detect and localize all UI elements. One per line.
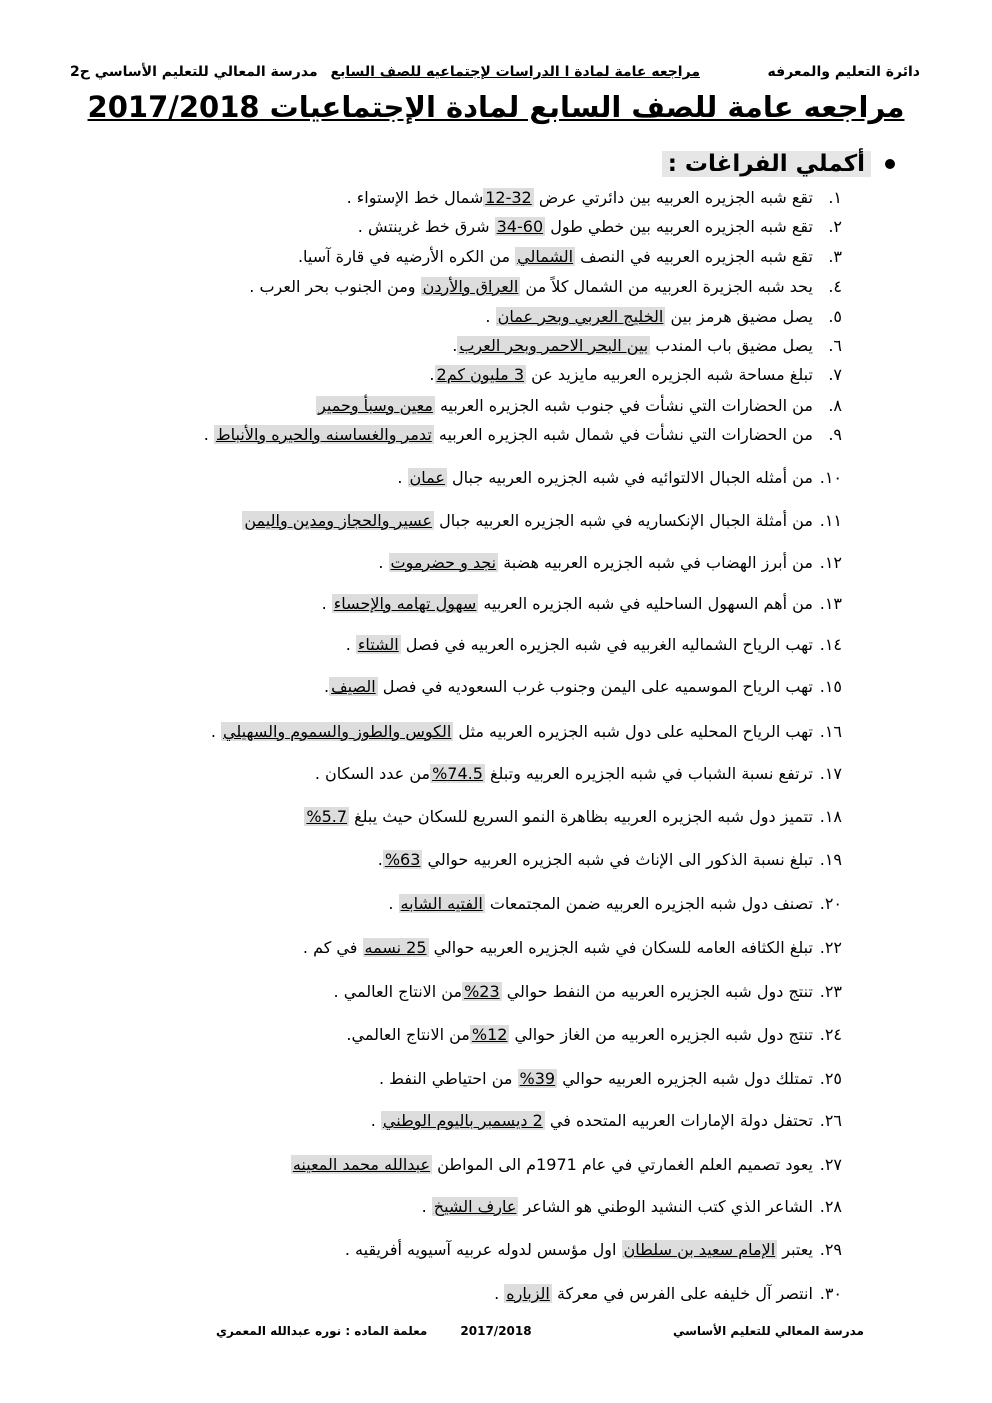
question-text: من أمثلة الجبال الإنكساريه في شبه الجزيره العربيه جبال <box>434 511 813 530</box>
question-item <box>429 362 842 388</box>
question-number: ٣. <box>828 247 842 266</box>
question-number: ١. <box>828 188 842 207</box>
question-text-end: من عدد السكان . <box>314 764 431 783</box>
answer-fill: الصيف <box>331 677 376 696</box>
question-item <box>379 1066 842 1092</box>
question-number: ٢٥. <box>819 1069 842 1088</box>
answer-fill: 74.5% <box>432 764 483 783</box>
question-item <box>397 465 842 491</box>
question-text: انتصر آل خليفه على الفرس في معركة <box>551 1284 813 1303</box>
answer-fill: 23% <box>464 982 500 1001</box>
answer-fill: الزباره <box>506 1284 550 1303</box>
question-text: يصل مضيق هرمز بين <box>665 307 813 326</box>
main-title: مراجعه عامة للصف السابع لمادة الإجتماعيات 2017/2018 <box>87 90 905 124</box>
question-text-end: . <box>485 307 496 326</box>
question-text: يعود تصميم العلم الغمارتي في عام 1971م الى المواطن <box>432 1155 813 1174</box>
question-number: ٨. <box>828 396 842 415</box>
question-text: تبلغ نسبة الذكور الى الإناث في شبه الجزيره العربيه حوالي <box>422 850 813 869</box>
question-text-end: . <box>323 677 330 696</box>
answer-fill: 32-12 <box>485 188 532 207</box>
answer-fill: 5.7% <box>306 807 348 826</box>
question-number: ١٤. <box>819 635 842 654</box>
question-number: ٢٢. <box>819 938 842 957</box>
answer-fill: تدمر والغساسنه والحيره والأنباط <box>215 425 432 444</box>
question-text-end: من احتياطي النفط . <box>379 1069 518 1088</box>
question-text-end: من الكره الأرضيه في قارة آسيا. <box>297 247 516 266</box>
question-text-end: . <box>203 425 214 444</box>
question-item <box>346 632 842 658</box>
footer-teacher: معلمة الماده : نوره عبدالله المعمري <box>216 1324 428 1338</box>
question-text: تتميز دول شبه الجزيره العربيه بظاهرة النمو السريع للسكان حيث يبلغ <box>349 807 813 826</box>
question-number: ٢٩. <box>819 1240 842 1259</box>
answer-fill: 3 مليون كم2 <box>436 365 525 384</box>
question-text-end: اول مؤسس لدوله عربيه آسيويه أفريقيه . <box>344 1240 622 1259</box>
answer-fill: نجد و حضرموت <box>390 553 497 572</box>
question-text: يصل مضيق باب المندب <box>650 336 813 355</box>
question-item <box>378 550 842 576</box>
question-text-end: . <box>345 635 356 654</box>
question-item <box>485 304 842 330</box>
question-text: تقع شبه الجزيره العربيه بين خطي طول <box>545 217 813 236</box>
question-text: تبلغ مساحة شبه الجزيره العربيه مايزيد عن <box>526 365 813 384</box>
question-item <box>211 719 842 745</box>
answer-fill: العراق والأردن <box>422 277 519 296</box>
question-text: من أبرز الهضاب في شبه الجزيره العربيه هضبة <box>498 553 813 572</box>
answer-fill: الشمالي <box>517 247 574 266</box>
answer-fill: عبدالله محمد المعينه <box>292 1155 431 1174</box>
answer-fill: 2 ديسمبر باليوم الوطني <box>382 1111 543 1130</box>
question-item <box>324 674 842 700</box>
question-text: يحد شبه الجزيرة العربيه من الشمال كلاً من <box>520 277 813 296</box>
answer-fill: الخليج العربي وبحر عمان <box>497 307 664 326</box>
question-number: ١٦. <box>819 722 842 741</box>
question-item <box>315 761 842 787</box>
answer-fill: 63% <box>384 850 421 869</box>
question-number: ١٥. <box>819 677 842 696</box>
question-item <box>494 1281 842 1307</box>
question-number: ٢٤. <box>819 1025 842 1044</box>
question-item <box>304 804 842 830</box>
question-text-end: في كم . <box>302 938 363 957</box>
answer-fill: سهول تهامه والإحساء <box>333 594 477 613</box>
question-item <box>316 393 842 419</box>
question-number: ٥. <box>828 307 842 326</box>
section-title: أكملي الفراغات : <box>662 151 871 177</box>
question-text: تنتج دول شبه الجزيره العربيه من النفط حوالي <box>501 982 813 1001</box>
question-text: من أمثله الجبال الالتوائيه في شبه الجزيره العربيه جبال <box>446 468 813 487</box>
question-item <box>322 591 842 617</box>
question-text-end: من الانتاج العالمي. <box>346 1025 470 1044</box>
question-text: تمتلك دول شبه الجزيره العربيه حوالي <box>557 1069 813 1088</box>
question-text-end: . <box>388 894 399 913</box>
question-item <box>303 935 842 961</box>
question-number: ٤. <box>828 277 842 296</box>
question-item <box>347 185 842 211</box>
answer-fill: 60-34 <box>496 217 544 236</box>
question-number: ١٨. <box>819 807 842 826</box>
question-text: تقع شبه الجزيره العربيه بين دائرتي عرض <box>533 188 813 207</box>
question-item <box>346 1022 842 1048</box>
question-item <box>249 274 842 300</box>
question-text: الشاعر الذي كتب النشيد الوطني هو الشاعر <box>518 1197 813 1216</box>
question-item <box>298 244 842 270</box>
question-number: ١٩. <box>819 850 842 869</box>
header-title: مراجعه عامة لمادة ا الدراسات لإجتماعيه للصف السابع <box>330 64 700 80</box>
question-item <box>291 1152 842 1178</box>
question-text-end: . <box>377 850 383 869</box>
question-number: ٣٠. <box>819 1284 842 1303</box>
question-text-end: شمال خط الإستواء . <box>346 188 484 207</box>
question-text-end: . <box>378 553 389 572</box>
question-item <box>388 891 842 917</box>
question-text-end: . <box>494 1284 505 1303</box>
question-text: تحتفل دولة الإمارات العربيه المتحده في <box>544 1111 813 1130</box>
question-text-end: شرق خط غرينتش . <box>357 217 495 236</box>
question-text: تهب الرياح الشماليه الغربيه في شبه الجزيره العربيه في فصل <box>400 635 813 654</box>
question-number: ٧. <box>828 365 842 384</box>
answer-fill: معين وسبأ وحمير <box>318 396 433 415</box>
question-item <box>242 508 842 534</box>
question-text: يعتبر <box>777 1240 813 1259</box>
footer-school: مدرسة المعالي للتعليم الأساسي <box>672 1324 864 1338</box>
bullet-icon <box>885 159 895 169</box>
question-number: ٩. <box>828 425 842 444</box>
answer-fill: الشتاء <box>357 635 399 654</box>
answer-fill: 25 نسمه <box>364 938 427 957</box>
answer-fill: الإمام سعيد بن سلطان <box>623 1240 776 1259</box>
question-text: من أهم السهول الساحليه في شبه الجزيره العربيه <box>478 594 813 613</box>
question-text-end: . <box>397 468 408 487</box>
question-number: ٢٧. <box>819 1155 842 1174</box>
answer-fill: 39% <box>519 1069 556 1088</box>
header-school: مدرسة المعالي للتعليم الأساسي ح2 <box>70 64 318 80</box>
answer-fill: عسير والحجاز ومدين واليمن <box>244 511 433 530</box>
question-text: تصنف دول شبه الجزيره العربيه ضمن المجتمعات <box>484 894 813 913</box>
question-number: ٢٣. <box>819 982 842 1001</box>
page-footer <box>0 1324 992 1346</box>
question-text-end: . <box>370 1111 381 1130</box>
question-text: ترتفع نسبة الشباب في شبه الجزيره العربيه وتبلغ <box>484 764 813 783</box>
question-text-end: ومن الجنوب بحر العرب . <box>249 277 421 296</box>
question-item <box>334 979 842 1005</box>
answer-fill: عارف الشيخ <box>433 1197 517 1216</box>
answer-fill: الكوس والطوز والسموم والسهيلي <box>223 722 452 741</box>
page-header <box>60 62 932 86</box>
question-item <box>204 422 842 448</box>
question-item <box>452 333 842 359</box>
question-text-end: من الانتاج العالمي . <box>333 982 463 1001</box>
question-text: من الحضارات التي نشأت في شمال شبه الجزيره العربيه <box>433 425 813 444</box>
footer-year: 2017/2018 <box>460 1324 532 1338</box>
answer-fill: 12% <box>471 1025 508 1044</box>
question-number: ٢٨. <box>819 1197 842 1216</box>
question-text-end: . <box>429 365 435 384</box>
question-number: ٢. <box>828 217 842 236</box>
question-number: ٢٦. <box>819 1111 842 1130</box>
question-text-end: . <box>421 1197 432 1216</box>
question-item <box>358 214 842 240</box>
question-number: ١١. <box>819 511 842 530</box>
question-number: ١٣. <box>819 594 842 613</box>
question-number: ٦. <box>828 336 842 355</box>
question-text: تهب الرياح الموسميه على اليمن وجنوب غرب السعوديه في فصل <box>377 677 813 696</box>
question-text: تهب الرياح المحليه على دول شبه الجزيره العربيه مثل <box>453 722 813 741</box>
question-number: ٢٠. <box>819 894 842 913</box>
question-number: ١٧. <box>819 764 842 783</box>
question-item <box>345 1237 842 1263</box>
question-number: ١٢. <box>819 553 842 572</box>
question-item <box>371 1108 842 1134</box>
answer-fill: بين البحر الاحمر وبحر العرب <box>459 336 649 355</box>
question-text-end: . <box>452 336 458 355</box>
question-text: تنتج دول شبه الجزيره العربيه من الغاز حوالي <box>509 1025 813 1044</box>
question-number: ١٠. <box>819 468 842 487</box>
question-item <box>422 1194 842 1220</box>
section-heading <box>662 147 895 181</box>
question-text-end: . <box>210 722 222 741</box>
question-text: تبلغ الكثافه العامه للسكان في شبه الجزيره العربيه حوالي <box>428 938 813 957</box>
question-text-end: . <box>321 594 332 613</box>
header-department: دائرة التعليم والمعرفه <box>767 64 920 80</box>
question-text: تقع شبه الجزيره العربيه في النصف <box>575 247 813 266</box>
question-text: من الحضارات التي نشأت في جنوب شبه الجزيره العربيه <box>434 396 813 415</box>
question-item <box>378 847 842 873</box>
answer-fill: عمان <box>409 468 445 487</box>
answer-fill: الفتيه الشابه <box>400 894 483 913</box>
